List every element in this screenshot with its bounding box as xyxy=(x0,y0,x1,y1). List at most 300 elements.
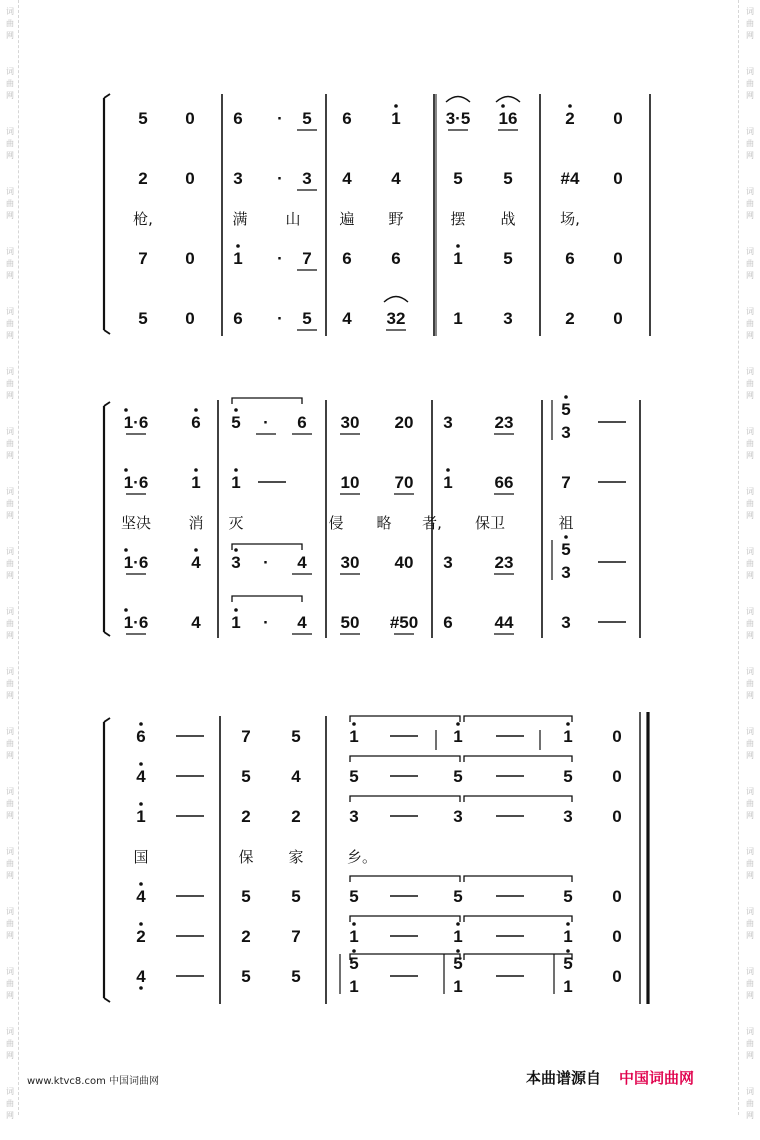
watermark-char: 词 xyxy=(746,247,754,256)
note-3-5: 7 xyxy=(302,249,312,268)
note-1-7: 20 xyxy=(394,413,414,432)
watermark-char: 网 xyxy=(746,751,754,760)
octave-dot xyxy=(456,722,460,726)
tie-bracket xyxy=(350,796,460,802)
lyric-char: 灭 xyxy=(228,514,244,532)
octave-dot xyxy=(564,535,568,539)
watermark-char: 词 xyxy=(6,907,14,916)
watermark-char: 曲 xyxy=(746,139,754,148)
note-3-9: 5 xyxy=(503,249,513,268)
octave-dot xyxy=(236,244,240,248)
watermark-char: 网 xyxy=(6,811,14,820)
watermark-char: 词 xyxy=(746,967,754,976)
note-1-3: 5 xyxy=(231,413,241,432)
watermark-char: 曲 xyxy=(6,139,14,148)
note-1-11: 0 xyxy=(613,109,623,128)
watermark-char: 词 xyxy=(746,727,754,736)
octave-dot xyxy=(124,608,128,612)
tie-bracket xyxy=(232,596,302,602)
lyric-char: 侵 xyxy=(328,514,344,532)
lyric-char: 祖 xyxy=(558,514,574,532)
watermark-char: 词 xyxy=(6,1087,14,1096)
note-1-9: 16 xyxy=(498,109,518,128)
chord-note-upper: 5 xyxy=(453,954,463,973)
tie-bracket xyxy=(350,756,460,762)
watermark-char: 词 xyxy=(6,847,14,856)
slur xyxy=(384,297,408,303)
watermark-char: 曲 xyxy=(6,1039,14,1048)
note-3-10: 0 xyxy=(612,807,622,826)
note-1-7: 1 xyxy=(453,727,463,746)
system-3-brace-cap xyxy=(104,718,110,722)
tie-bracket xyxy=(232,544,302,550)
watermark-char: 词 xyxy=(6,127,14,136)
watermark-char: 词 xyxy=(746,487,754,496)
note-3-7: 3 xyxy=(453,807,463,826)
note-4-1: 5 xyxy=(138,309,148,328)
octave-dot xyxy=(501,104,505,108)
watermark-char: 网 xyxy=(6,271,14,280)
watermark-char: 曲 xyxy=(746,979,754,988)
note-4-9: 44 xyxy=(494,613,514,632)
watermark-char: 曲 xyxy=(6,79,14,88)
lyric-char: 消 xyxy=(188,514,204,532)
watermark-char: 网 xyxy=(6,931,14,940)
note-3-10: 6 xyxy=(565,249,575,268)
note-1-4: · xyxy=(263,413,269,432)
tie-bracket xyxy=(464,716,572,722)
watermark-char: 曲 xyxy=(6,1099,14,1108)
octave-dot xyxy=(394,104,398,108)
note-4-6: 50 xyxy=(340,613,360,632)
watermark-char: 词 xyxy=(6,67,14,76)
watermark-char: 曲 xyxy=(746,19,754,28)
note-1-5: 1 xyxy=(349,727,359,746)
watermark-char: 曲 xyxy=(6,979,14,988)
octave-dot xyxy=(566,949,570,953)
lyric-char: 略 xyxy=(376,514,392,532)
chord-note-lower: 1 xyxy=(453,977,463,996)
footer-site-url[interactable]: www.ktvc8.com xyxy=(27,1076,106,1087)
lyric-char: 场, xyxy=(560,210,580,228)
note-4-4: 5 xyxy=(291,887,301,906)
note-4-3: 1 xyxy=(231,613,241,632)
slur xyxy=(446,97,470,103)
note-3-3: 2 xyxy=(241,807,251,826)
watermark-char: 词 xyxy=(746,1087,754,1096)
note-2-6: 4 xyxy=(342,169,352,188)
footer-site xyxy=(27,1072,159,1087)
watermark-char: 曲 xyxy=(746,259,754,268)
chord-note-upper: 5 xyxy=(561,540,571,559)
note-1-5: 6 xyxy=(297,413,307,432)
watermark-char: 网 xyxy=(746,151,754,160)
note-2-7: 1 xyxy=(443,473,453,492)
lyric-char: 满 xyxy=(232,210,248,228)
note-1-4: · xyxy=(277,109,283,128)
watermark-char: 词 xyxy=(6,247,14,256)
octave-dot xyxy=(124,468,128,472)
watermark-char: 曲 xyxy=(6,559,14,568)
octave-dot xyxy=(446,468,450,472)
note-4-7: 5 xyxy=(453,887,463,906)
watermark-char: 网 xyxy=(746,91,754,100)
watermark-char: 词 xyxy=(746,67,754,76)
note-4-1: 1·6 xyxy=(123,613,149,632)
chord-note-upper: 5 xyxy=(563,954,573,973)
watermark-char: 网 xyxy=(746,631,754,640)
watermark-char: 网 xyxy=(6,871,14,880)
octave-dot xyxy=(124,408,128,412)
octave-dot xyxy=(352,722,356,726)
note-1-8: 3·5 xyxy=(445,109,471,128)
watermark-char: 网 xyxy=(6,1111,14,1120)
lyric-char: 国 xyxy=(133,848,149,866)
note-3-9: 23 xyxy=(494,553,514,572)
note-4-10: 3 xyxy=(561,613,571,632)
note-3-5: 4 xyxy=(297,553,307,572)
watermark-char: 网 xyxy=(6,451,14,460)
watermark-char: 网 xyxy=(6,991,14,1000)
note-1-4: 5 xyxy=(291,727,301,746)
watermark-char: 网 xyxy=(746,271,754,280)
note-2-2: 1 xyxy=(191,473,201,492)
watermark-char: 曲 xyxy=(6,439,14,448)
watermark-char: 网 xyxy=(6,511,14,520)
octave-dot xyxy=(139,986,143,990)
note-1-8: 3 xyxy=(443,413,453,432)
note-3-1: 7 xyxy=(138,249,148,268)
note-1-5: 5 xyxy=(302,109,312,128)
watermark-char: 词 xyxy=(6,967,14,976)
watermark-char: 网 xyxy=(746,451,754,460)
octave-dot xyxy=(234,408,238,412)
watermark-char: 网 xyxy=(746,31,754,40)
watermark-char: 曲 xyxy=(746,319,754,328)
lyric-char: 遍 xyxy=(339,210,355,228)
chord-note-lower: 3 xyxy=(561,563,571,582)
lyric-char: 山 xyxy=(285,210,301,228)
note-4-10: 2 xyxy=(565,309,575,328)
watermark-char: 网 xyxy=(6,331,14,340)
tie-bracket xyxy=(464,876,572,882)
note-4-8: 6 xyxy=(443,613,453,632)
note-3-7: 40 xyxy=(394,553,414,572)
octave-dot xyxy=(456,244,460,248)
watermark-char: 网 xyxy=(746,1111,754,1120)
note-1-1: 1·6 xyxy=(123,413,149,432)
lyric-char: 家 xyxy=(288,848,304,866)
note-2-9: 5 xyxy=(503,169,513,188)
chord-note-lower: 1 xyxy=(349,977,359,996)
note-4-8: 1 xyxy=(453,309,463,328)
watermark-char: 网 xyxy=(746,1051,754,1060)
watermark-char: 词 xyxy=(746,787,754,796)
chord-note-upper: 5 xyxy=(349,954,359,973)
watermark-char: 曲 xyxy=(746,559,754,568)
note-2-1: 4 xyxy=(136,767,146,786)
note-3-4: 2 xyxy=(291,807,301,826)
note-2-4: · xyxy=(277,169,283,188)
note-2-6: 70 xyxy=(394,473,414,492)
lyric-char: 坚决 xyxy=(120,514,152,532)
note-1-3: 6 xyxy=(233,109,243,128)
watermark-char: 曲 xyxy=(746,379,754,388)
watermark-char: 网 xyxy=(746,931,754,940)
watermark-char: 曲 xyxy=(746,919,754,928)
octave-dot xyxy=(568,104,572,108)
note-2-7: 5 xyxy=(453,767,463,786)
note-5-5: 1 xyxy=(349,927,359,946)
watermark-char: 曲 xyxy=(6,379,14,388)
note-6-1: 4 xyxy=(136,967,146,986)
watermark-char: 网 xyxy=(6,31,14,40)
slur xyxy=(496,97,520,103)
system-2-brace-cap xyxy=(104,632,110,636)
watermark-char: 词 xyxy=(746,667,754,676)
note-2-3: 5 xyxy=(241,767,251,786)
note-2-8: 5 xyxy=(453,169,463,188)
note-4-1: 4 xyxy=(136,887,146,906)
note-1-9: 23 xyxy=(494,413,514,432)
octave-dot xyxy=(456,949,460,953)
note-5-9: 1 xyxy=(563,927,573,946)
note-6-3: 5 xyxy=(241,967,251,986)
footer-source-prefix: 本曲谱源自 xyxy=(526,1069,602,1087)
note-3-2: 0 xyxy=(185,249,195,268)
watermark-char: 词 xyxy=(746,1027,754,1036)
octave-dot xyxy=(139,802,143,806)
note-4-7: #50 xyxy=(389,613,419,632)
note-5-7: 1 xyxy=(453,927,463,946)
watermark-char: 曲 xyxy=(746,199,754,208)
footer-source xyxy=(526,1067,694,1088)
watermark-char: 曲 xyxy=(6,619,14,628)
watermark-char: 网 xyxy=(6,631,14,640)
watermark-char: 网 xyxy=(6,751,14,760)
octave-dot xyxy=(139,882,143,886)
watermark-char: 曲 xyxy=(6,799,14,808)
note-2-5: 5 xyxy=(349,767,359,786)
note-1-3: 7 xyxy=(241,727,251,746)
watermark-char: 曲 xyxy=(746,499,754,508)
note-2-1: 1·6 xyxy=(123,473,149,492)
note-1-2: 6 xyxy=(191,413,201,432)
watermark-char: 网 xyxy=(746,391,754,400)
octave-dot xyxy=(139,922,143,926)
note-4-11: 0 xyxy=(613,309,623,328)
note-2-5: 3 xyxy=(302,169,312,188)
note-5-1: 2 xyxy=(136,927,146,946)
watermark-char: 词 xyxy=(6,607,14,616)
note-5-4: 7 xyxy=(291,927,301,946)
watermark-char: 词 xyxy=(6,547,14,556)
system-1-brace-cap xyxy=(104,94,110,98)
note-4-3: 5 xyxy=(241,887,251,906)
note-4-6: 4 xyxy=(342,309,352,328)
note-3-5: 3 xyxy=(349,807,359,826)
watermark-char: 词 xyxy=(746,547,754,556)
chord-note-lower: 1 xyxy=(563,977,573,996)
lyric-char: 乡。 xyxy=(346,848,378,866)
watermark-char: 网 xyxy=(6,691,14,700)
note-3-1: 1·6 xyxy=(123,553,149,572)
chord-note-upper: 5 xyxy=(561,400,571,419)
note-4-4: · xyxy=(277,309,283,328)
note-2-11: 0 xyxy=(613,169,623,188)
note-2-4: 4 xyxy=(291,767,301,786)
note-2-1: 2 xyxy=(138,169,148,188)
note-1-10: 2 xyxy=(565,109,575,128)
lyric-char: 摆 xyxy=(450,210,466,228)
note-3-2: 4 xyxy=(191,553,201,572)
watermark-char: 曲 xyxy=(746,79,754,88)
note-1-1: 5 xyxy=(138,109,148,128)
watermark-char: 词 xyxy=(746,127,754,136)
watermark-char: 词 xyxy=(746,607,754,616)
watermark-char: 词 xyxy=(746,847,754,856)
note-4-9: 5 xyxy=(563,887,573,906)
watermark-char: 曲 xyxy=(746,619,754,628)
watermark-char: 词 xyxy=(6,187,14,196)
watermark-char: 网 xyxy=(746,331,754,340)
watermark-char: 词 xyxy=(6,727,14,736)
lyric-char: 枪, xyxy=(133,210,153,228)
watermark-char: 词 xyxy=(746,307,754,316)
note-3-9: 3 xyxy=(563,807,573,826)
watermark-char: 词 xyxy=(6,307,14,316)
octave-dot xyxy=(566,722,570,726)
octave-dot xyxy=(234,468,238,472)
note-4-5: 5 xyxy=(302,309,312,328)
octave-dot xyxy=(352,949,356,953)
watermark-char: 网 xyxy=(746,871,754,880)
note-3-4: · xyxy=(263,553,269,572)
note-3-4: · xyxy=(277,249,283,268)
watermark-char: 曲 xyxy=(6,19,14,28)
note-3-3: 3 xyxy=(231,553,241,572)
note-2-3: 1 xyxy=(231,473,241,492)
note-2-5: 10 xyxy=(340,473,360,492)
note-4-3: 6 xyxy=(233,309,243,328)
tie-bracket xyxy=(464,756,572,762)
note-2-9: 7 xyxy=(561,473,571,492)
note-4-5: 5 xyxy=(349,887,359,906)
tie-bracket xyxy=(350,716,460,722)
lyric-char: 保卫 xyxy=(474,514,506,532)
lyric-char: 者, xyxy=(422,514,442,532)
tie-bracket xyxy=(464,954,572,960)
tie-bracket xyxy=(350,876,460,882)
note-2-10: 0 xyxy=(612,767,622,786)
note-3-6: 30 xyxy=(340,553,360,572)
octave-dot xyxy=(124,548,128,552)
octave-dot xyxy=(234,608,238,612)
note-2-8: 66 xyxy=(494,473,514,492)
system-1-brace-cap xyxy=(104,330,110,334)
octave-dot xyxy=(234,548,238,552)
watermark-char: 曲 xyxy=(6,499,14,508)
octave-dot xyxy=(194,408,198,412)
watermark-char: 网 xyxy=(6,151,14,160)
watermark-char: 曲 xyxy=(6,919,14,928)
watermark-char: 词 xyxy=(746,187,754,196)
note-4-4: · xyxy=(263,613,269,632)
note-1-6: 6 xyxy=(342,109,352,128)
tie-bracket xyxy=(464,916,572,922)
octave-dot xyxy=(139,762,143,766)
footer-site-name: 中国词曲网 xyxy=(109,1076,160,1087)
watermark-char: 网 xyxy=(746,571,754,580)
watermark-char: 词 xyxy=(746,7,754,16)
watermark-char: 词 xyxy=(6,427,14,436)
watermark-char: 网 xyxy=(746,811,754,820)
watermark-char: 词 xyxy=(6,7,14,16)
note-2-3: 3 xyxy=(233,169,243,188)
watermark-char: 网 xyxy=(6,1051,14,1060)
note-3-8: 1 xyxy=(453,249,463,268)
watermark-char: 词 xyxy=(6,667,14,676)
octave-dot xyxy=(194,468,198,472)
watermark-char: 网 xyxy=(6,91,14,100)
watermark-char: 曲 xyxy=(6,739,14,748)
watermark-char: 曲 xyxy=(746,1099,754,1108)
note-4-5: 4 xyxy=(297,613,307,632)
watermark-char: 曲 xyxy=(6,319,14,328)
note-4-2: 4 xyxy=(191,613,201,632)
watermark-char: 网 xyxy=(6,391,14,400)
watermark-char: 曲 xyxy=(6,859,14,868)
note-4-7: 32 xyxy=(386,309,406,328)
lyric-char: 战 xyxy=(500,210,516,228)
note-2-7: 4 xyxy=(391,169,401,188)
system-3-brace-cap xyxy=(104,998,110,1002)
watermark-char: 网 xyxy=(6,571,14,580)
note-2-2: 0 xyxy=(185,169,195,188)
note-4-10: 0 xyxy=(612,887,622,906)
octave-dot xyxy=(566,922,570,926)
watermark-char: 词 xyxy=(6,787,14,796)
note-3-6: 6 xyxy=(342,249,352,268)
watermark-char: 词 xyxy=(6,1027,14,1036)
note-3-1: 1 xyxy=(136,807,146,826)
note-3-3: 1 xyxy=(233,249,243,268)
octave-dot xyxy=(352,922,356,926)
note-2-10: #4 xyxy=(560,169,580,188)
note-2-9: 5 xyxy=(563,767,573,786)
watermark-char: 网 xyxy=(6,211,14,220)
watermark-char: 网 xyxy=(746,991,754,1000)
note-4-2: 0 xyxy=(185,309,195,328)
watermark-char: 词 xyxy=(746,427,754,436)
watermark-char: 曲 xyxy=(6,199,14,208)
watermark-char: 曲 xyxy=(746,1039,754,1048)
watermark-char: 曲 xyxy=(6,259,14,268)
tie-bracket xyxy=(464,796,572,802)
note-5-3: 2 xyxy=(241,927,251,946)
watermark-char: 网 xyxy=(746,511,754,520)
footer-source-brand[interactable]: 中国词曲网 xyxy=(619,1069,695,1087)
note-1-1: 6 xyxy=(136,727,146,746)
note-6-4: 5 xyxy=(291,967,301,986)
octave-dot xyxy=(456,922,460,926)
watermark-char: 曲 xyxy=(6,679,14,688)
tie-bracket xyxy=(232,398,302,404)
note-1-2: 0 xyxy=(185,109,195,128)
note-4-9: 3 xyxy=(503,309,513,328)
note-6-10: 0 xyxy=(612,967,622,986)
note-3-7: 6 xyxy=(391,249,401,268)
